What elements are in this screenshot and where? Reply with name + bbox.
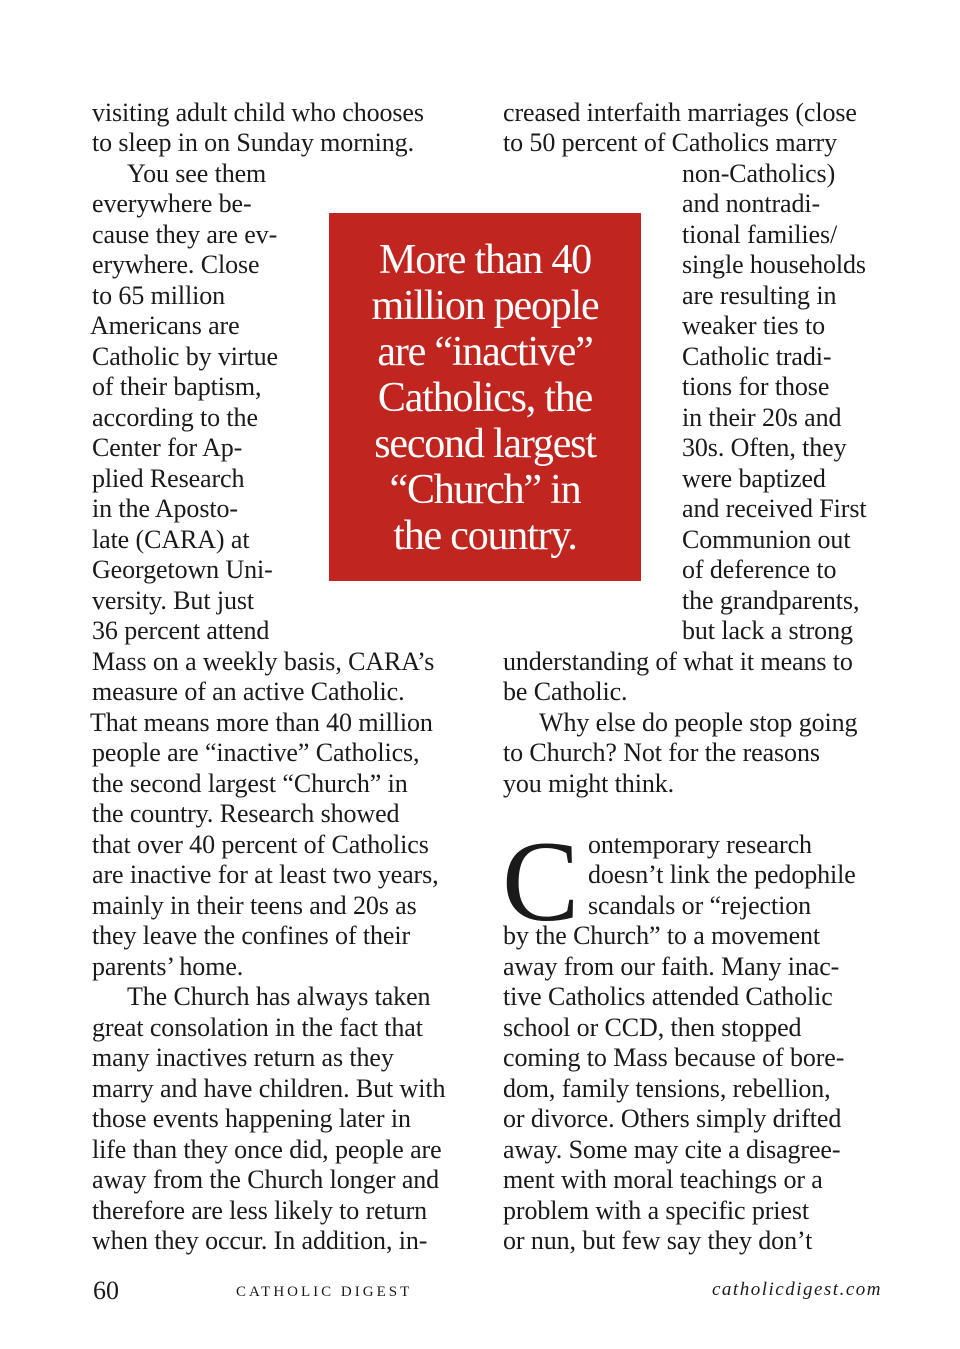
website-url: catholicdigest.com xyxy=(712,1279,882,1300)
right-column-text-line: you might think. xyxy=(503,769,675,798)
left-column-text-line: that over 40 percent of Catholics xyxy=(92,830,429,859)
right-column-text-line: be Catholic. xyxy=(503,677,628,706)
right-column-text-line: understanding of what it means to xyxy=(503,647,853,676)
left-column-text-line: in the Aposto- xyxy=(92,494,238,523)
right-column-text-line: single households xyxy=(682,250,866,279)
right-column-text-line: the grandparents, xyxy=(682,586,860,615)
pull-quote-line: “Church” in xyxy=(389,467,581,513)
left-column-text-line: The Church has always taken xyxy=(127,982,431,1011)
right-column-text-line: to 50 percent of Catholics marry xyxy=(503,128,837,157)
left-column-text-line: away from the Church longer and xyxy=(92,1165,440,1194)
right-column-text-line: problem with a specific priest xyxy=(503,1196,810,1225)
left-column-text-line: late (CARA) at xyxy=(92,525,250,554)
left-column-text-line: to sleep in on Sunday morning. xyxy=(92,128,414,157)
left-column-text-line: great consolation in the fact that xyxy=(92,1013,423,1042)
right-column-text-line: by the Church” to a movement xyxy=(503,921,821,950)
right-column-text-line: Communion out xyxy=(682,525,851,554)
right-column-text-line: doesn’t link the pedophile xyxy=(588,860,856,889)
left-column-text-line: according to the xyxy=(92,403,258,432)
left-column-text-line: therefore are less likely to return xyxy=(92,1196,428,1225)
right-column-text-line: ment with moral teachings or a xyxy=(503,1165,823,1194)
right-column-text-line: and received First xyxy=(682,494,867,523)
right-column-text-line: non-Catholics) xyxy=(682,159,836,188)
pull-quote-line: the country. xyxy=(393,513,577,559)
left-column-text-line: parents’ home. xyxy=(92,952,244,981)
right-column-text-line: tive Catholics attended Catholic xyxy=(503,982,833,1011)
pull-quote-line: million people xyxy=(371,283,599,329)
left-column-text-line: those events happening later in xyxy=(92,1104,411,1133)
right-column-text-line: were baptized xyxy=(682,464,826,493)
right-column-text-line: but lack a strong xyxy=(682,616,853,645)
left-column-text-line: of their baptism, xyxy=(92,372,262,401)
right-column-text-line: away from our faith. Many inac- xyxy=(503,952,840,981)
pull-quote-box xyxy=(329,213,641,581)
right-column-text-line: away. Some may cite a disagree- xyxy=(503,1135,841,1164)
right-column-text-line: scandals or “rejection xyxy=(588,891,812,920)
left-column-text-line: they leave the confines of their xyxy=(92,921,411,950)
left-column-text-line: Catholic by virtue xyxy=(92,342,278,371)
right-column-text-line: dom, family tensions, rebellion, xyxy=(503,1074,831,1103)
right-column-text-line: 30s. Often, they xyxy=(682,433,847,462)
pull-quote-line: second largest xyxy=(374,421,596,467)
left-column-text-line: mainly in their teens and 20s as xyxy=(92,891,417,920)
pull-quote-line: are “inactive” xyxy=(377,329,593,375)
right-column-text-line: are resulting in xyxy=(682,281,837,310)
right-column-text-line: weaker ties to xyxy=(682,311,825,340)
left-column-text-line: many inactives return as they xyxy=(92,1043,394,1072)
left-column-text-line: Americans are xyxy=(90,311,240,340)
left-column-text-line: measure of an active Catholic. xyxy=(92,677,405,706)
right-column-text-line: Catholic tradi- xyxy=(682,342,832,371)
magazine-name: CATHOLIC DIGEST xyxy=(236,1284,413,1300)
right-column-text-line: in their 20s and xyxy=(682,403,842,432)
left-column-text-line: life than they once did, people are xyxy=(92,1135,442,1164)
left-column-text-line: That means more than 40 million xyxy=(90,708,433,737)
left-column-text-line: 36 percent attend xyxy=(92,616,270,645)
right-column-text-line: or divorce. Others simply drifted xyxy=(503,1104,842,1133)
drop-cap: C xyxy=(502,818,580,946)
right-column-text-line: to Church? Not for the reasons xyxy=(503,738,820,767)
left-column-text-line: erywhere. Close xyxy=(92,250,260,279)
page-number: 60 xyxy=(93,1276,119,1305)
right-column-text-line: school or CCD, then stopped xyxy=(503,1013,802,1042)
left-column-text-line: You see them xyxy=(127,159,267,188)
right-column-text-line: or nun, but few say they don’t xyxy=(503,1226,813,1255)
left-column-text-line: to 65 million xyxy=(92,281,226,310)
right-column-text-line: and nontradi- xyxy=(682,189,821,218)
left-column-text-line: versity. But just xyxy=(92,586,255,615)
right-column-text-line: Why else do people stop going xyxy=(539,708,858,737)
left-column-text-line: people are “inactive” Catholics, xyxy=(92,738,420,767)
left-column-text-line: Center for Ap- xyxy=(92,433,243,462)
left-column-text-line: visiting adult child who chooses xyxy=(92,98,424,127)
left-column-text-line: Mass on a weekly basis, CARA’s xyxy=(92,647,435,676)
right-column-text-line: coming to Mass because of bore- xyxy=(503,1043,845,1072)
left-column-text-line: are inactive for at least two years, xyxy=(92,860,439,889)
left-column-text-line: Georgetown Uni- xyxy=(92,555,273,584)
left-column-text-line: cause they are ev- xyxy=(92,220,278,249)
left-column-text-line: marry and have children. But with xyxy=(92,1074,446,1103)
right-column-text-line: creased interfaith marriages (close xyxy=(503,98,857,127)
left-column-text-line: the country. Research showed xyxy=(92,799,400,828)
right-column-text-line: tional families/ xyxy=(682,220,838,249)
right-column-text-line: tions for those xyxy=(682,372,830,401)
left-column-text-line: plied Research xyxy=(92,464,245,493)
left-column-text-line: when they occur. In addition, in- xyxy=(92,1226,428,1255)
pull-quote-line: Catholics, the xyxy=(377,375,593,421)
right-column-text-line: of deference to xyxy=(682,555,837,584)
pull-quote-line: More than 40 xyxy=(379,237,591,283)
left-column-text-line: the second largest “Church” in xyxy=(92,769,408,798)
right-column-text-line: ontemporary research xyxy=(588,830,812,859)
left-column-text-line: everywhere be- xyxy=(92,189,252,218)
